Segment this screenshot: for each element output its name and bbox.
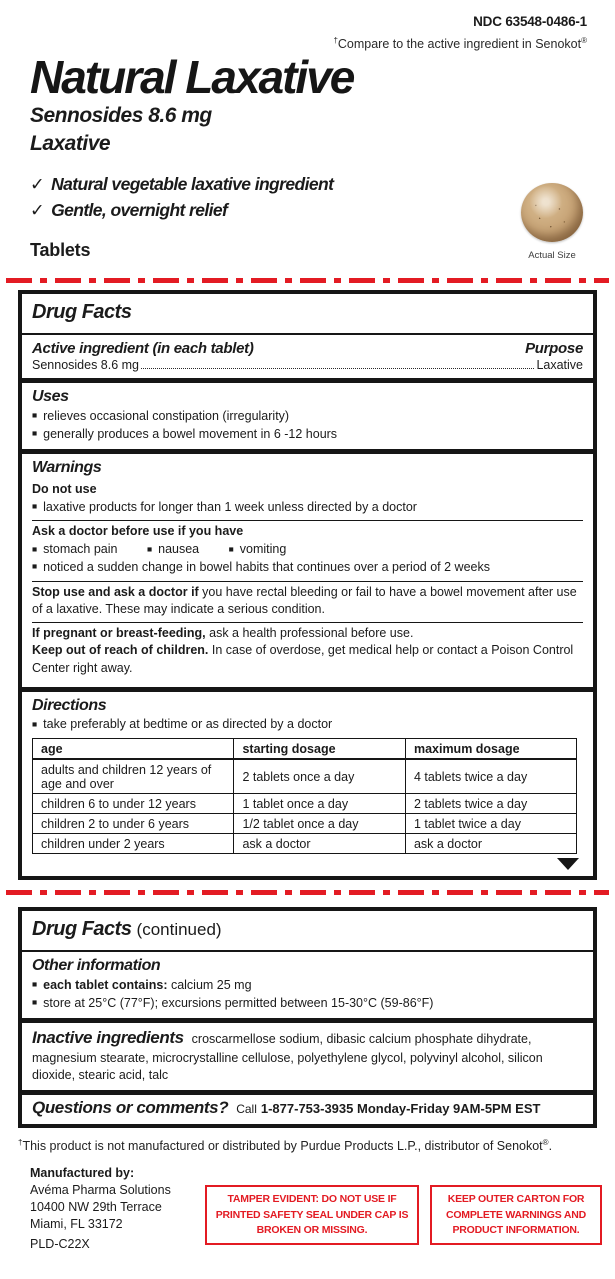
phone-number: 1-877-753-3935 Monday-Friday 9AM-5PM EST [260, 1101, 541, 1117]
tamper-evident-notice: TAMPER EVIDENT: DO NOT USE IF PRINTED SAFETY SEAL UNDER CAP IS BROKEN OR MISSING. [205, 1185, 419, 1245]
dotted-leader [141, 368, 534, 369]
directions-bullet: ■ take preferably at bedtime or as directed by a doctor [32, 717, 333, 732]
inactive-ingredients-heading: Inactive ingredients [32, 1028, 184, 1048]
drug-facts-title-section [22, 294, 593, 333]
registered-mark: ® [542, 1138, 549, 1148]
label-code: PLD-C22X [30, 1237, 90, 1252]
continue-arrow-icon [557, 858, 579, 870]
directions-heading: Directions [32, 696, 107, 714]
footnote: †This product is not manufactured or distributed by Purdue Products L.P., distributor of Senokot®. [18, 1138, 553, 1154]
feature-item: ✓ Gentle, overnight relief [30, 199, 228, 220]
active-ingredient-strength: Sennosides 8.6 mg [30, 104, 212, 128]
feature-item: ✓ Natural vegetable laxative ingredient [30, 174, 334, 195]
purpose-heading: Purpose [525, 340, 583, 358]
call-label: Call [236, 1102, 257, 1117]
ingredient-name: Sennosides 8.6 mg [32, 358, 140, 373]
tablet-figure [513, 183, 591, 261]
other-information-heading: Other information [32, 957, 161, 975]
drug-facts-continued-title-section [22, 911, 593, 950]
square-bullet-icon: ■ [32, 979, 38, 990]
uses-section [22, 378, 593, 449]
drug-facts-panel-1 [18, 290, 597, 880]
manufacturer-name: Avéma Pharma Solutions [30, 1183, 171, 1198]
active-ingredient-row [32, 358, 583, 372]
square-bullet-icon: ■ [32, 501, 38, 512]
checkmark-icon: ✓ [30, 199, 45, 220]
square-bullet-icon: ■ [32, 561, 38, 572]
drug-facts-title: Drug Facts [32, 918, 132, 941]
table-row: children 6 to under 12 years 1 tablet once a day 2 tablets twice a day [33, 794, 577, 814]
active-ingredient-heading: Active ingredient (in each tablet) [32, 340, 254, 358]
uses-heading: Uses [32, 388, 69, 406]
label-footer [0, 1159, 615, 1279]
uses-bullet: ■ generally produces a bowel movement in 6 -12 hours [32, 426, 338, 441]
ask-doctor-heading: Ask a doctor before use if you have [32, 524, 244, 539]
dagger-mark: † [333, 36, 338, 45]
keep-out-lead: Keep out of reach of children. [32, 643, 209, 658]
other-info-bullet: ■ each tablet contains: calcium 25 mg [32, 977, 252, 992]
active-ingredient-section [22, 333, 593, 378]
column-header-maximum-dosage: maximum dosage [405, 739, 577, 760]
stop-use-subsection: Stop use and ask a doctor if you have rectal bleeding or fail to have a bowel movement after use of a laxative. These may indicate a serious condition. [32, 581, 583, 623]
warning-bullet-inline-group: ■ stomach pain ■ nausea ■ vomiting [32, 542, 287, 557]
feature-list [30, 172, 585, 223]
table-row: adults and children 12 years of age and over 2 tablets once a day 4 tablets twice a day [33, 759, 577, 794]
square-bullet-icon: ■ [32, 410, 38, 421]
stop-use-lead: Stop use and ask a doctor if [32, 584, 199, 599]
pregnant-lead: If pregnant or breast-feeding, [32, 626, 206, 641]
tablet-caption: Actual Size [528, 250, 576, 261]
warning-bullet: ■ noticed a sudden change in bowel habits that continues over a period of 2 weeks [32, 559, 490, 574]
square-bullet-icon: ■ [32, 997, 38, 1008]
product-title: Natural Laxative [30, 51, 354, 104]
other-information-section [22, 950, 593, 1018]
tear-line [6, 890, 609, 895]
drug-facts-panel-2 [18, 907, 597, 1128]
manufacturer-block [30, 1165, 171, 1233]
registered-mark: ® [581, 36, 587, 45]
checkmark-icon: ✓ [30, 174, 45, 195]
warnings-heading: Warnings [32, 459, 102, 477]
square-bullet-icon: ■ [228, 543, 234, 554]
table-row: children 2 to under 6 years 1/2 tablet once a day 1 tablet twice a day [33, 814, 577, 834]
pregnancy-children-subsection: If pregnant or breast-feeding, ask a health professional before use. Keep out of reach of children. In case of overdose, get medical help or contact a Poison Control Center right away. [32, 622, 583, 681]
label-header [0, 0, 615, 51]
square-bullet-icon: ■ [32, 543, 38, 554]
ndc-code: NDC 63548-0486-1 [473, 14, 587, 29]
manufactured-by-heading: Manufactured by: [30, 1166, 135, 1181]
square-bullet-icon: ■ [32, 428, 38, 439]
do-not-use-heading: Do not use [32, 481, 97, 496]
questions-section [22, 1090, 593, 1124]
inactive-ingredients-list: croscarmellose sodium, dibasic calcium phosphate dihydrate, magnesium stearate, microcrystalline cellulose, polyethylene glycol, polyvinyl alcohol, silicon dioxide, stearic acid, talc [32, 1032, 543, 1083]
dosage-form: Tablets [30, 240, 91, 261]
directions-section [22, 687, 593, 876]
manufacturer-city: Miami, FL 33172 [30, 1217, 123, 1232]
continued-label: (continued) [136, 920, 222, 940]
column-header-age: age [33, 739, 234, 760]
do-not-use-subsection [32, 479, 583, 521]
purpose-value: Laxative [536, 358, 583, 373]
compare-statement: †Compare to the active ingredient in Senokot® [333, 36, 587, 52]
questions-heading: Questions or comments? [32, 1098, 229, 1118]
drug-facts-title: Drug Facts [32, 301, 132, 324]
keep-carton-notice: KEEP OUTER CARTON FOR COMPLETE WARNINGS AND PRODUCT INFORMATION. [430, 1185, 602, 1245]
table-row: children under 2 years ask a doctor ask a doctor [33, 834, 577, 854]
warning-bullet: ■ laxative products for longer than 1 week unless directed by a doctor [32, 499, 417, 514]
column-header-starting-dosage: starting dosage [234, 739, 406, 760]
warnings-section [22, 449, 593, 687]
tear-line [6, 278, 609, 283]
other-info-bullet: ■ store at 25°C (77°F); excursions permitted between 15-30°C (59-86°F) [32, 995, 434, 1010]
square-bullet-icon: ■ [146, 543, 153, 554]
ask-doctor-subsection [32, 520, 583, 580]
tablet-image [521, 183, 583, 242]
square-bullet-icon: ■ [32, 718, 38, 729]
dosage-table [32, 738, 577, 854]
inactive-ingredients-section [22, 1018, 593, 1090]
manufacturer-street: 10400 NW 29th Terrace [30, 1200, 162, 1215]
dosage-table-header-row [33, 739, 577, 760]
dagger-mark: † [18, 1138, 23, 1148]
uses-bullet: ■ relieves occasional constipation (irregularity) [32, 408, 290, 423]
product-category: Laxative [30, 132, 111, 156]
